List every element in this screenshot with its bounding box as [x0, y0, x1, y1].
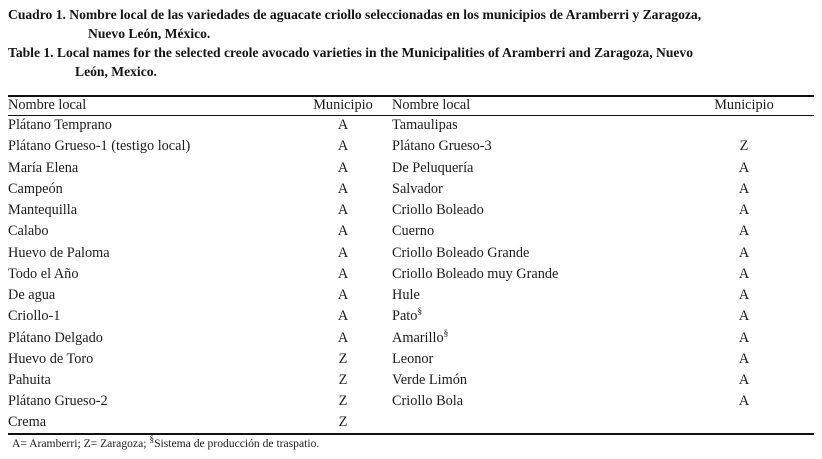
caption-en-line2: León, Mexico. — [75, 64, 157, 79]
cell-municipio-right: A — [738, 202, 750, 219]
cell-municipio-left: A — [337, 180, 349, 197]
cell-name-left — [8, 264, 294, 285]
variety-name: María Elena — [8, 159, 79, 176]
table-row — [8, 115, 814, 136]
variety-name: De agua — [8, 287, 56, 304]
cell-municipio-right: A — [738, 287, 750, 304]
cell-municipio-left: A — [337, 308, 349, 325]
variety-name: Tamaulipas — [392, 117, 458, 134]
cell-name-left — [8, 200, 294, 221]
cell-municipio-right: A — [738, 308, 750, 325]
column-header-nombre-local-left: Nombre local — [8, 96, 294, 115]
table-row — [8, 391, 814, 412]
variety-name: Criollo Bola — [392, 393, 464, 410]
variety-name: Hule — [392, 287, 420, 304]
table-row — [8, 413, 814, 434]
cell-municipio-right: A — [738, 180, 750, 197]
cell-municipio-right — [674, 413, 814, 434]
variety-name: Salvador — [392, 180, 443, 197]
cell-name-left — [8, 306, 294, 327]
cell-municipio-left: A — [337, 329, 349, 346]
table-footnote — [8, 434, 814, 450]
variety-name: Campeón — [8, 180, 63, 197]
cell-name-left — [8, 243, 294, 264]
cell-name-left — [8, 370, 294, 391]
table-row — [8, 328, 814, 349]
table-row — [8, 179, 814, 200]
cell-name-left — [8, 179, 294, 200]
cell-municipio-left: A — [337, 287, 349, 304]
cell-name-right — [392, 136, 674, 157]
table-row — [8, 200, 814, 221]
variety-name: Criollo-1 — [8, 308, 61, 325]
cell-municipio-left: A — [337, 202, 349, 219]
cell-municipio-left: A — [337, 244, 349, 261]
cell-municipio-left: A — [337, 265, 349, 282]
cell-municipio-right: A — [738, 265, 750, 282]
cell-name-left — [8, 115, 294, 136]
cell-municipio-right: A — [738, 159, 750, 176]
cell-name-right — [392, 179, 674, 200]
cell-municipio-right: A — [738, 350, 750, 367]
cell-municipio-right: A — [738, 244, 750, 261]
footnote-legend: A= Aramberri; Z= Zaragoza; — [12, 436, 150, 450]
cell-name-right — [392, 306, 674, 327]
variety-name: Criollo Boleado — [392, 202, 484, 219]
cell-name-right — [392, 264, 674, 285]
variety-name: Amarillo — [392, 329, 444, 346]
cell-municipio-left: A — [337, 159, 349, 176]
variety-name: Leonor — [392, 350, 434, 367]
variety-name: Plátano Delgado — [8, 329, 103, 346]
cell-name-right — [392, 221, 674, 242]
table-row — [8, 264, 814, 285]
varieties-table — [8, 95, 814, 435]
variety-name: Plátano Grueso-2 — [8, 393, 108, 410]
table-row — [8, 306, 814, 327]
variety-name: Huevo de Toro — [8, 350, 94, 367]
footnote-marker: § — [417, 307, 423, 318]
cell-name-right — [392, 349, 674, 370]
variety-name: Calabo — [8, 223, 49, 240]
cell-name-left — [8, 136, 294, 157]
cell-municipio-left: Z — [338, 350, 348, 367]
cell-name-right — [392, 413, 674, 434]
variety-name: Mantequilla — [8, 202, 78, 219]
variety-name: Pato — [392, 308, 418, 325]
variety-name: Plátano Temprano — [8, 117, 112, 134]
cell-name-right — [392, 285, 674, 306]
cell-municipio-left: Z — [338, 393, 348, 410]
cell-name-right — [392, 158, 674, 179]
column-header-municipio-right: Municipio — [674, 96, 814, 115]
cell-municipio-right — [674, 115, 814, 136]
variety-name: Huevo de Paloma — [8, 244, 110, 261]
variety-name: Plátano Grueso-1 (testigo local) — [8, 138, 191, 155]
cell-name-left — [8, 285, 294, 306]
cell-municipio-left: Z — [294, 413, 392, 434]
table-header-row — [8, 96, 814, 115]
cell-name-right — [392, 370, 674, 391]
caption-es-line2: Nuevo León, México. — [88, 26, 211, 41]
variety-name: De Peluquería — [392, 159, 474, 176]
variety-name: Criollo Boleado Grande — [392, 244, 530, 261]
table-caption — [8, 0, 814, 81]
footnote-marker: § — [443, 328, 449, 339]
caption-es-line1: Cuadro 1. Nombre local de las variedades de aguacate criollo seleccionadas en los municipios de Aramberri y Zaragoza, — [8, 7, 702, 22]
column-header-nombre-local-right: Nombre local — [392, 96, 674, 115]
column-header-municipio-left: Municipio — [294, 96, 392, 115]
page — [8, 0, 814, 450]
variety-name: Plátano Grueso-3 — [392, 138, 492, 155]
variety-name: Todo el Año — [8, 265, 79, 282]
table-row — [8, 158, 814, 179]
cell-municipio-right: A — [738, 372, 750, 389]
table-row — [8, 370, 814, 391]
variety-name: Verde Limón — [392, 372, 468, 389]
cell-municipio-right: A — [738, 329, 750, 346]
cell-name-left — [8, 158, 294, 179]
table-row — [8, 243, 814, 264]
table-row — [8, 349, 814, 370]
variety-name: Criollo Boleado muy Grande — [392, 265, 559, 282]
cell-name-right — [392, 391, 674, 412]
table-row — [8, 221, 814, 242]
footnote-legend-continued: Sistema de producción de traspatio. — [154, 436, 320, 450]
cell-name-left — [8, 391, 294, 412]
caption-en-line1: Table 1. Local names for the selected creole avocado varieties in the Municipalities of Aramberri and Zaragoza, Nuevo — [8, 45, 694, 60]
cell-name-left — [8, 349, 294, 370]
cell-name-left — [8, 413, 294, 434]
footnote-section-marker: § — [149, 434, 155, 445]
cell-municipio-left: Z — [338, 372, 348, 389]
cell-name-right — [392, 115, 674, 136]
cell-name-right — [392, 243, 674, 264]
table-row — [8, 136, 814, 157]
cell-municipio-left: A — [337, 138, 349, 155]
variety-name: Crema — [8, 414, 47, 431]
cell-municipio-right: A — [738, 393, 750, 410]
cell-name-right — [392, 200, 674, 221]
variety-name: Pahuita — [8, 372, 51, 389]
cell-name-right — [392, 328, 674, 349]
cell-name-left — [8, 328, 294, 349]
variety-name: Cuerno — [392, 223, 435, 240]
cell-municipio-right: Z — [739, 138, 749, 155]
cell-municipio-left: A — [337, 117, 349, 134]
cell-name-left — [8, 221, 294, 242]
cell-municipio-right: A — [738, 223, 750, 240]
cell-municipio-left: A — [337, 223, 349, 240]
table-row — [8, 285, 814, 306]
